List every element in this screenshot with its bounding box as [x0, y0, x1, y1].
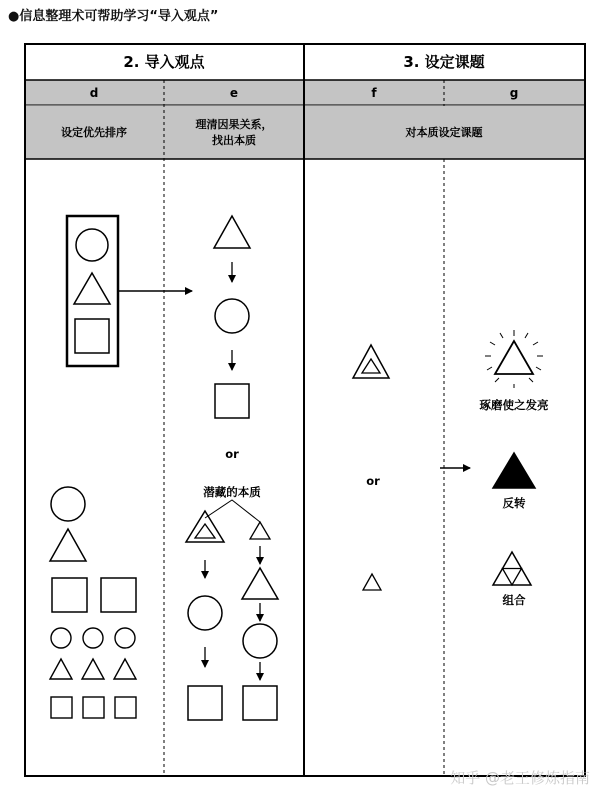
square-shape — [115, 697, 136, 718]
circle-shape — [76, 229, 108, 261]
section-title-import-viewpoint: 2. 导入观点 — [123, 53, 205, 71]
column-letter-f: f — [371, 86, 377, 100]
circle-shape — [243, 624, 277, 658]
triangle-shape — [495, 341, 533, 374]
triangle-shape — [214, 216, 250, 248]
triangle-shape — [82, 659, 104, 679]
circle-shape — [51, 628, 71, 648]
triangle-shape — [74, 273, 110, 304]
circle-shape — [115, 628, 135, 648]
watermark: 知乎 @老王修炼指南 — [450, 769, 590, 787]
column-letter-d: d — [89, 86, 99, 100]
subheader-cause-effect-line2: 找出本质 — [212, 134, 256, 147]
or-label-f: or — [366, 474, 380, 488]
circle-shape — [215, 299, 249, 333]
triangle-shape — [50, 659, 72, 679]
small-triangle-shape — [363, 574, 381, 590]
square-shape — [83, 697, 104, 718]
circle-shape — [188, 596, 222, 630]
hidden-essence-tree — [186, 500, 278, 720]
priority-stack — [67, 216, 118, 366]
refine-label: 琢磨使之发亮 — [479, 398, 549, 412]
circle-shape — [83, 628, 103, 648]
subheader-set-topic-for-essence: 对本质设定课题 — [405, 126, 483, 139]
hidden-essence-label: 潜藏的本质 — [203, 485, 261, 499]
column-letter-g: g — [509, 86, 519, 100]
square-shape — [243, 686, 277, 720]
combined-triangles — [493, 552, 531, 585]
small-triangle-shape — [250, 522, 270, 539]
square-shape — [51, 697, 72, 718]
sparkle-rays — [485, 330, 543, 388]
unsorted-shapes — [50, 487, 136, 718]
branch-lines — [205, 500, 260, 522]
section-title-set-topic: 3. 设定课题 — [403, 53, 485, 71]
filled-triangle-shape — [493, 453, 535, 488]
essence-triangle — [353, 345, 389, 378]
circle-shape — [51, 487, 85, 521]
shining-triangle — [485, 330, 543, 388]
figure-caption: ●信息整理术可帮助学习“导入观点” — [8, 9, 219, 24]
inner-triangle-shape — [503, 569, 522, 586]
reverse-label: 反转 — [502, 496, 526, 510]
subheader-set-priority: 设定优先排序 — [61, 126, 127, 139]
square-shape — [101, 578, 136, 612]
square-shape — [75, 319, 109, 353]
square-shape — [52, 578, 87, 612]
triangle-shape — [114, 659, 136, 679]
subheader-cause-effect-line1: 理清因果关系， — [195, 118, 273, 131]
inner-triangle-shape — [195, 524, 215, 538]
square-shape — [188, 686, 222, 720]
square-shape — [215, 384, 249, 418]
triangle-shape — [50, 529, 86, 561]
or-label-e: or — [225, 447, 239, 461]
triangle-shape — [242, 568, 278, 599]
combine-label: 组合 — [502, 593, 526, 607]
inner-triangle-shape — [362, 359, 380, 373]
causal-chain — [214, 216, 250, 418]
column-letter-e: e — [229, 86, 239, 100]
